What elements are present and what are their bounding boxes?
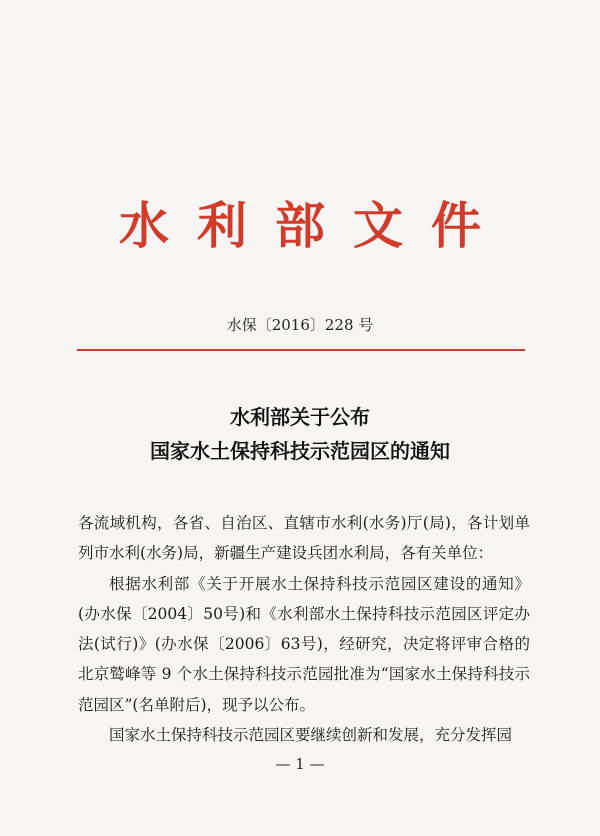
red-divider-line — [77, 349, 525, 351]
body-paragraph-1: 根据水利部《关于开展水土保持科技示范园区建设的通知》(办水保〔2004〕50号)和《水利部水土保持科技示范园区评定办法(试行)》(办水保〔2006〕63号)，经研究，决定将评审合格的北京鹫峰等 9 个水土保持科技示范园批准为“国家水土保持科技示范园区”(名单附后)，现予以公布。 — [78, 574, 530, 714]
page-number: — 1 — — [275, 755, 325, 773]
document-header-title: 水利部文件 — [119, 197, 509, 255]
notice-body — [78, 508, 530, 750]
notice-title-line-2: 国家水土保持科技示范园区的通知 — [150, 439, 450, 463]
notice-title — [0, 400, 600, 468]
body-paragraph-2: 国家水土保持科技示范园区要继续创新和发展，充分发挥园 — [109, 726, 513, 745]
notice-title-line-1: 水利部关于公布 — [230, 405, 370, 429]
document-number: 水保〔2016〕228 号 — [226, 316, 374, 334]
recipients-paragraph: 各流域机构，各省、自治区、直辖市水利(水务)厅(局)，各计划单列市水利(水务)局，新疆生产建设兵团水利局，各有关单位： — [78, 514, 530, 563]
